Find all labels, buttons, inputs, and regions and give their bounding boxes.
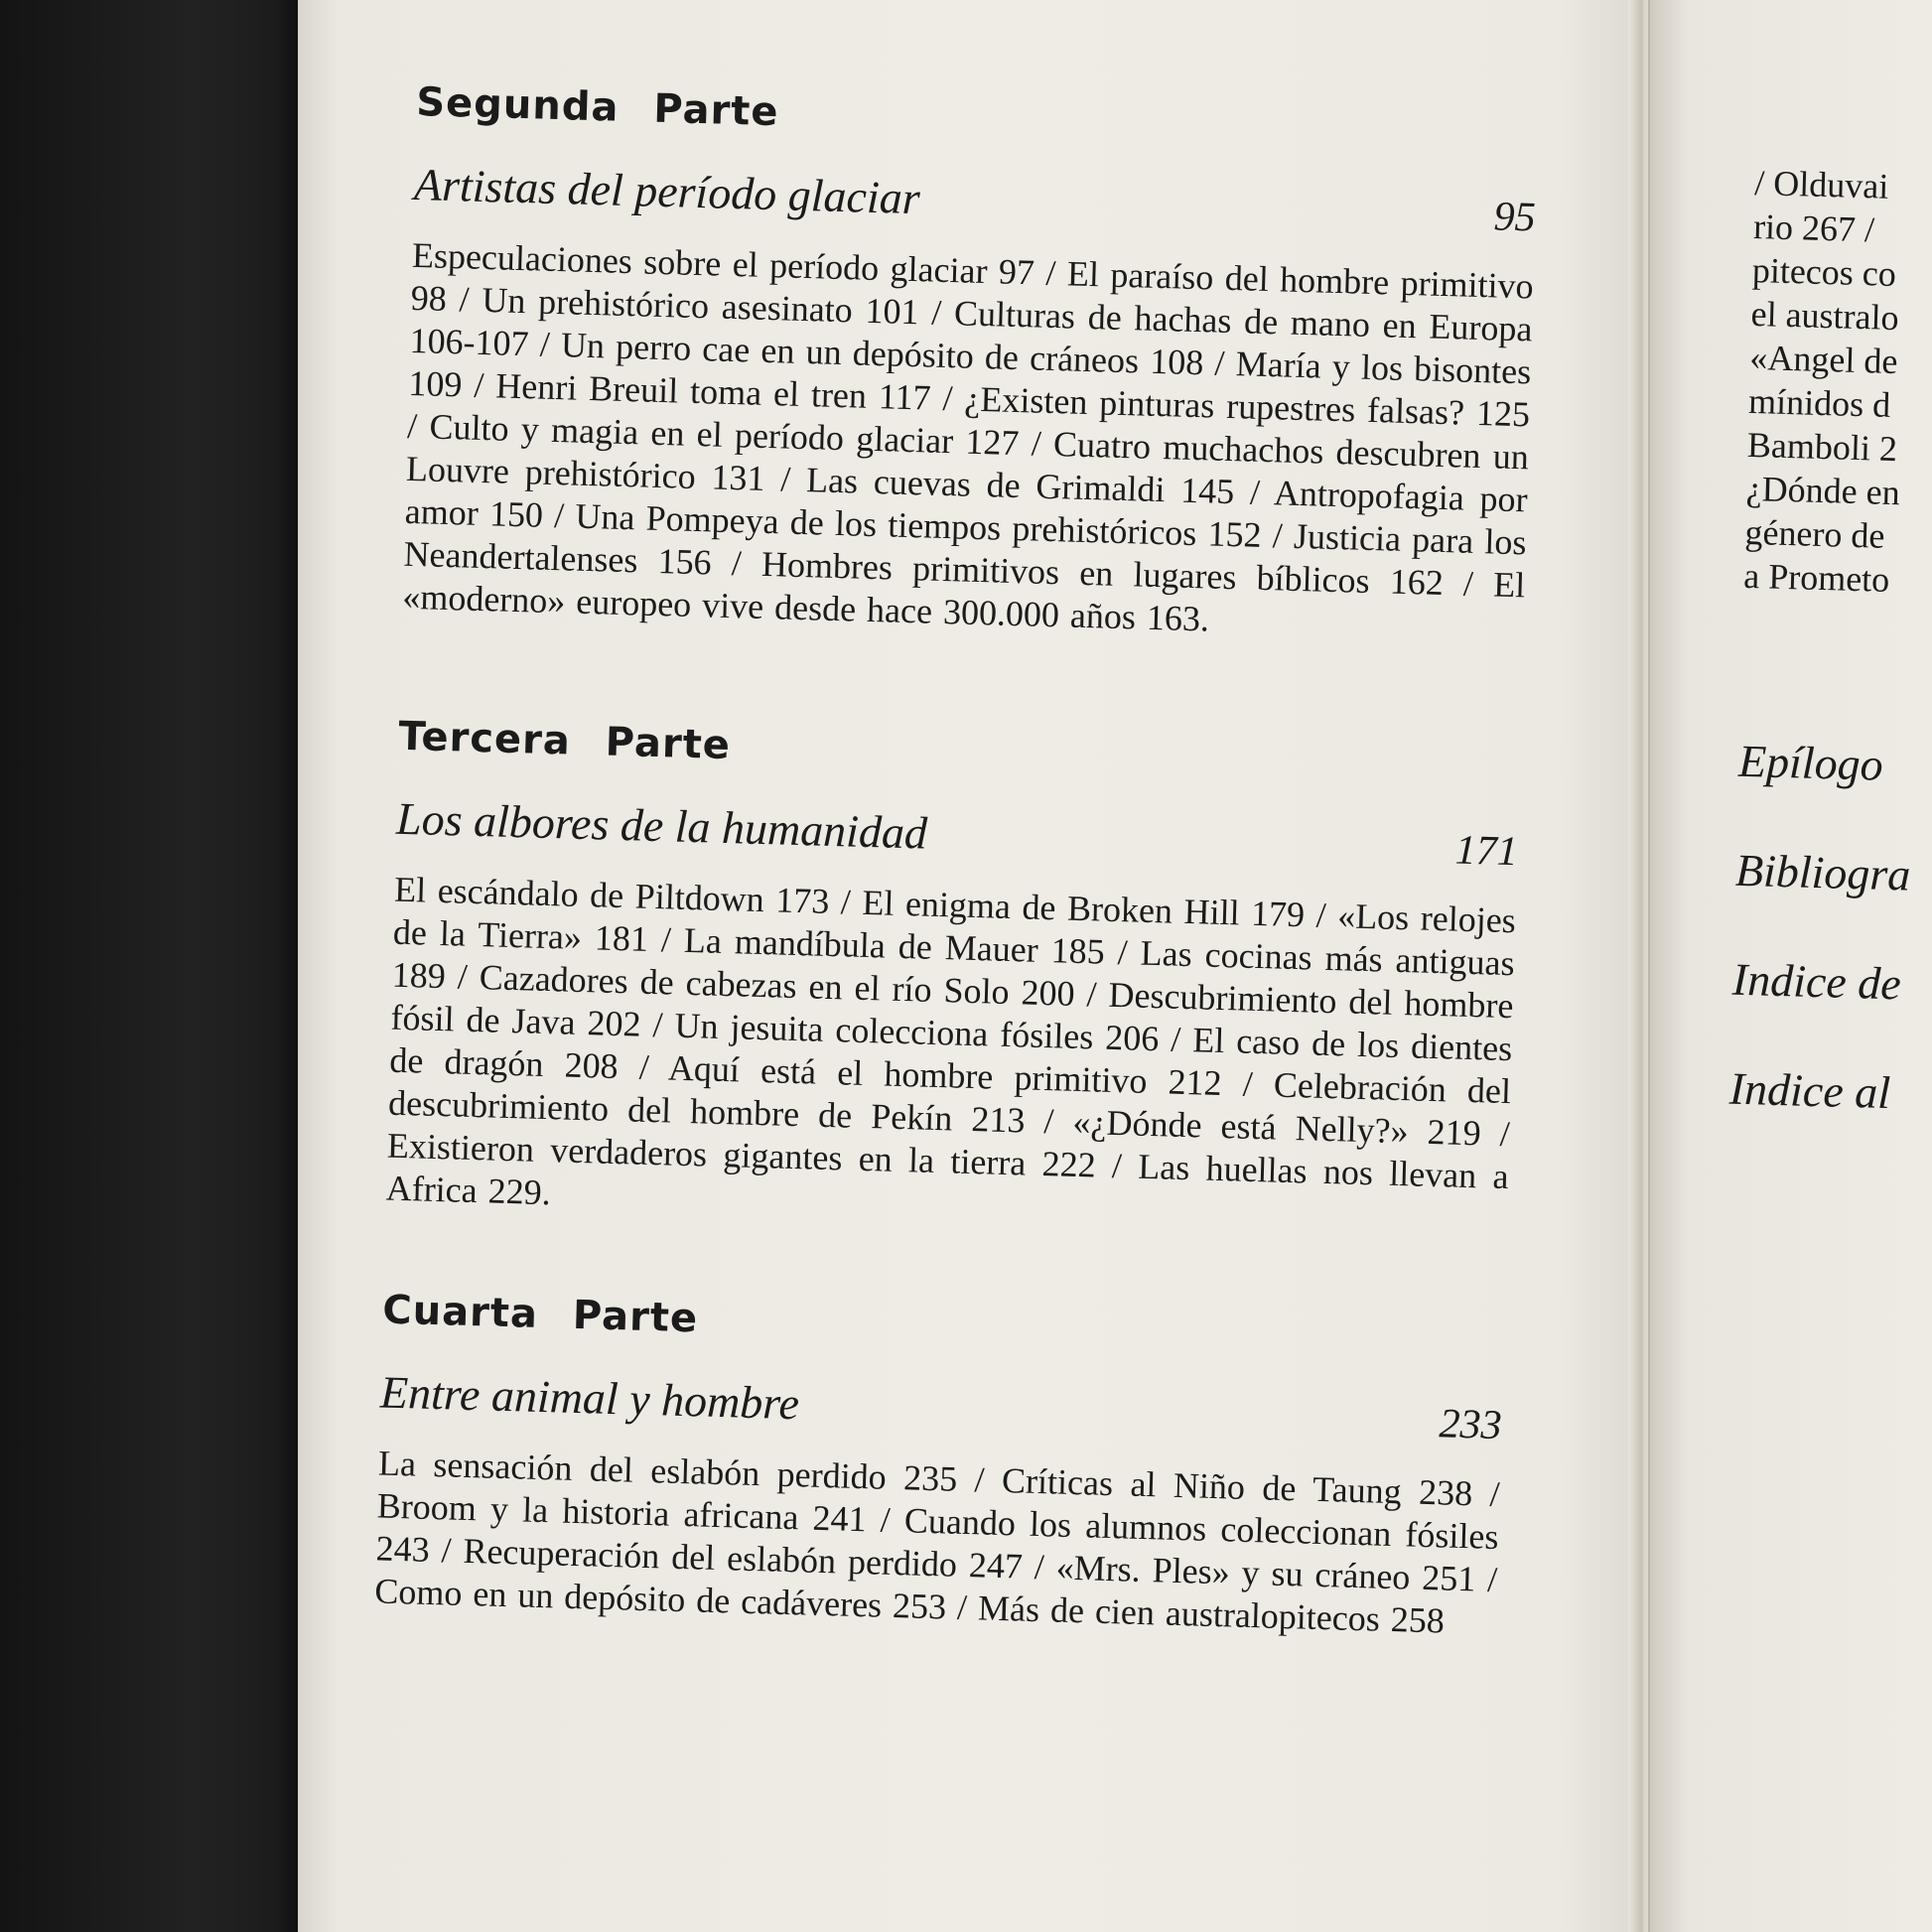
right-text-line: Bamboli 2 bbox=[1746, 424, 1898, 470]
part-subtitle: Los albores de la humanidad bbox=[395, 792, 928, 859]
right-entry-indice-al: Indice al bbox=[1728, 1062, 1891, 1119]
part-heading: Segunda Parte bbox=[415, 79, 780, 136]
part-page-number: 171 bbox=[1454, 827, 1519, 876]
right-text-line: el australo bbox=[1750, 293, 1900, 339]
section-segunda-parte bbox=[402, 79, 1539, 649]
part-chapter-list: Especulaciones sobre el período glaciar 97 / El paraíso del hombre primitivo 98 / Un prehistórico asesinato 101 / Culturas de hachas de mano en Europa 106-107 / Un perro cae en un depósito de cráneos 108 / María y los bisontes 109 / Henri Breuil toma el tren 117 / ¿Existen pinturas rupestres falsas? 125 / Culto y magia en el período glaciar 127 / Cuatro muchachos descubren un Louvre prehistórico 131 / Las cuevas de Grimaldi 145 / Antropofagia por amor 150 / Una Pompeya de los tiempos prehistóricos 152 / Justicia para los Neandertalenses 156 / Hombres primitivos en lugares bíblicos 162 / El «moderno» europeo vive desde hace 300.000 años 163. bbox=[401, 234, 1535, 639]
part-page-number: 95 bbox=[1492, 194, 1537, 241]
right-page-text bbox=[1727, 161, 1932, 1152]
part-subtitle: Entre animal y hombre bbox=[379, 1366, 800, 1430]
right-entry-bibliografia: Bibliogra bbox=[1734, 844, 1912, 900]
section-cuarta-parte bbox=[374, 1288, 1505, 1644]
part-page-number: 233 bbox=[1438, 1401, 1503, 1449]
right-text-line: ¿Dónde en bbox=[1745, 468, 1901, 513]
right-text-line: mínidos d bbox=[1747, 380, 1891, 425]
part-chapter-list: El escándalo de Piltdown 173 / El enigma de Broken Hill 179 / «Los relojes de la Tierra» 181 / La mandíbula de Mauer 185 / Las cocinas más antiguas 189 / Cazadores de cabezas en el río Solo 200 / Descubrimiento del hombre fósil de Java 202 / Un jesuita colecciona fósiles 206 / El caso de los dientes de dragón 208 / Aquí está el hombre primitivo 212 / Celebración del descubrimiento del hombre de Pekín 213 / «¿Dónde está Nelly?» 219 / Existieron verdaderos gigantes en la tierra 222 / Las huellas nos llevan a Africa 229. bbox=[385, 869, 1517, 1213]
right-text-line: pitecos co bbox=[1751, 249, 1897, 294]
right-entries bbox=[1727, 707, 1932, 1152]
part-heading: Tercera Parte bbox=[397, 713, 732, 769]
right-entry-indice-de: Indice de bbox=[1731, 953, 1902, 1010]
part-chapter-list: La sensación del eslabón perdido 235 / Críticas al Niño de Taung 238 / Broom y la historia africana 241 / Cuando los alumnos coleccionan fósiles 243 / Recuperación del eslabón perdido 247 / «Mrs. Ples» y su cráneo 251 / Como en un depósito de cadáveres 253 / Más de cien australopitecos 258 bbox=[373, 1443, 1501, 1641]
right-text-line: género de bbox=[1743, 511, 1885, 556]
part-heading: Cuarta Parte bbox=[381, 1287, 699, 1342]
section-tercera-parte bbox=[385, 714, 1521, 1241]
right-text-line: rio 267 / bbox=[1752, 206, 1875, 250]
right-entry-epilogo: Epílogo bbox=[1737, 735, 1884, 790]
right-text-line: a Prometo bbox=[1742, 555, 1890, 600]
part-subtitle: Artistas del período glaciar bbox=[413, 158, 921, 224]
right-text-line: «Angel de bbox=[1748, 337, 1898, 382]
right-text-line: / Olduvai bbox=[1753, 162, 1889, 207]
table-of-contents bbox=[371, 79, 1538, 1739]
